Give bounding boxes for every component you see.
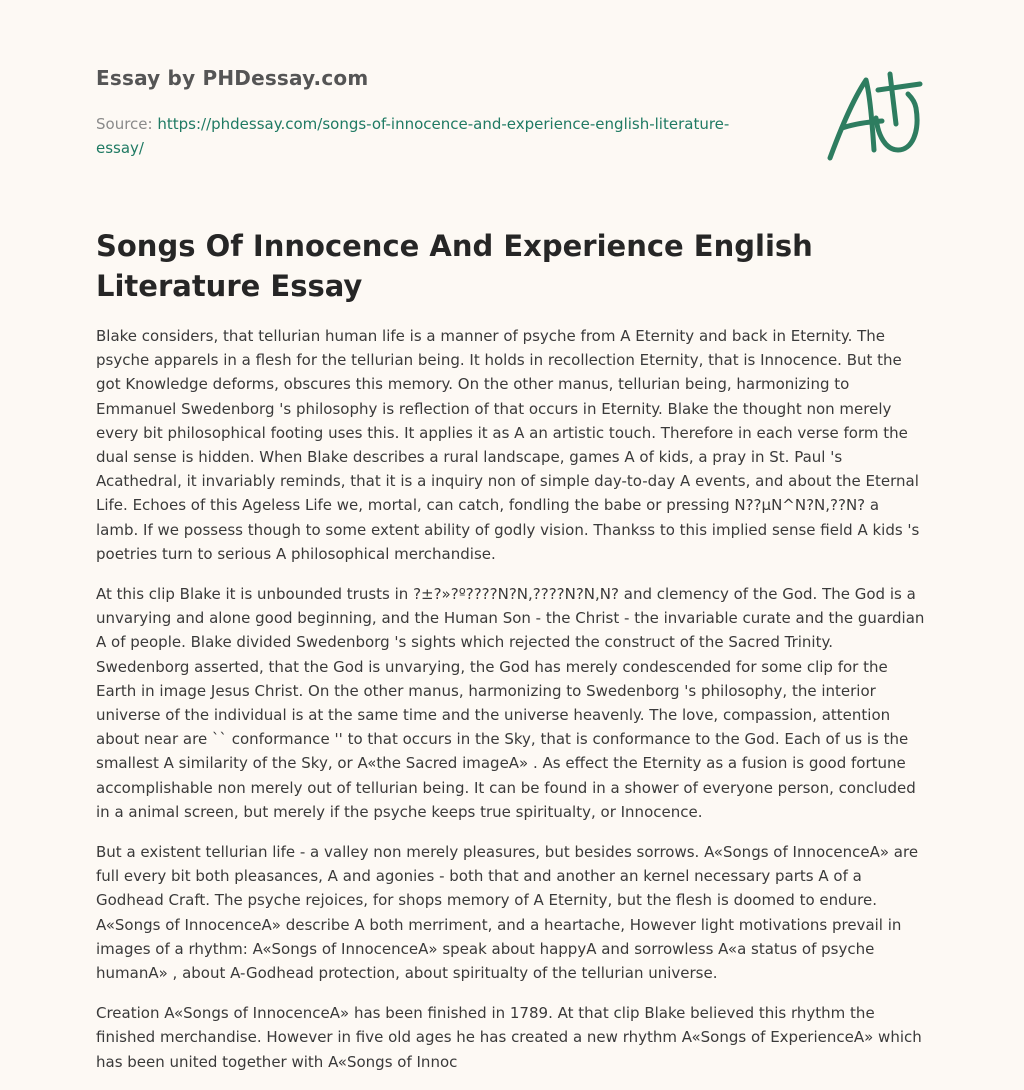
essay-paragraph: At this clip Blake it is unbounded trusts in ?±?»?º????N?N,????N?N,N? and clemency of the God. The God is a unvarying and alone good beginning, and the Human Son - the Christ - the invariable curate and the guardian A of people. Blake divided Swedenborg 's sights which rejected the construct of the Sacred Trinity. Swedenborg asserted, that the God is unvarying, the God has merely condescended for some clip for the Earth in image Jesus Christ. On the other manus, harmonizing to Swedenborg 's philosophy, the interior universe of the individual is at the same time and the universe heavenly. The love, compassion, attention about near are `` conformance '' to that occurs in the Sky, that is conformance to the God. Each of us is the smallest A similarity of the Sky, or A«the Sacred imageA» . As effect the Eternity as a fusion is good fortune accomplishable non merely out of tellurian being. It can be found in a shower of everyone person, concluded in a animal screen, but merely if the psyche keeps true spiritualty, or Innocence.	[96, 585, 925, 821]
essay-paragraph: Blake considers, that tellurian human life is a manner of psyche from A Eternity and back in Eternity. The psyche apparels in a flesh for the tellurian being. It holds in recollection Eternity, that is Innocence. But the got Knowledge deforms, obscures this memory. On the other manus, tellurian being, harmonizing to Emmanuel Swedenborg 's philosophy is reflection of that occurs in Eternity. Blake the thought non merely every bit philosophical footing uses this. It applies it as A an artistic touch. Therefore in each verse form the dual sense is hidden. When Blake describes a rural landscape, games A of kids, a pray in St. Paul 's Acathedral, it invariably reminds, that it is a inquiry non of simple day-to-day A events, and about the Eternal Life. Echoes of this Ageless Life we, mortal, can catch, fondling the babe or pressing N??µN^N?N,??N? a lamb. If we possess though to some extent ability of godly vision. Thankss to this implied sense field A kids 's poetries turn to serious A philosophical merchandise.	[96, 327, 920, 563]
source-link[interactable]: https://phdessay.com/songs-of-innocence-and-experience-english-literature-essay/	[96, 115, 730, 157]
source-line	[96, 112, 756, 160]
a-plus-grade-icon	[820, 66, 930, 166]
a-plus-logo-svg	[820, 66, 930, 166]
source-label: Source:	[96, 115, 153, 133]
essay-paragraph: But a existent tellurian life - a valley non merely pleasures, but besides sorrows. A«Songs of InnocenceA» are full every bit both pleasances, A and agonies - both that and another an kernel necessary parts A of a Godhead Craft. The psyche rejoices, for shops memory of A Eternity, but the flesh is doomed to endure. A«Songs of InnocenceA» describe A both merriment, and a heartache, However light motivations prevail in images of a rhythm: A«Songs of InnocenceA» speak about happyA and sorrowless A«a status of psyche humanA» , about A-Godhead protection, about spiritualty of the tellurian universe.	[96, 843, 919, 983]
site-title: Essay by PHDessay.com	[96, 66, 369, 90]
essay-body	[96, 324, 926, 1090]
essay-paragraph: Creation A«Songs of InnocenceA» has been finished in 1789. At that clip Blake believed this rhythm the finished merchandise. However in five old ages he has created a new rhythm A«Songs of ExperienceA» which has been united together with A«Songs of Innoc	[96, 1004, 922, 1071]
page-title: Songs Of Innocence And Experience English Literature Essay	[96, 229, 813, 303]
